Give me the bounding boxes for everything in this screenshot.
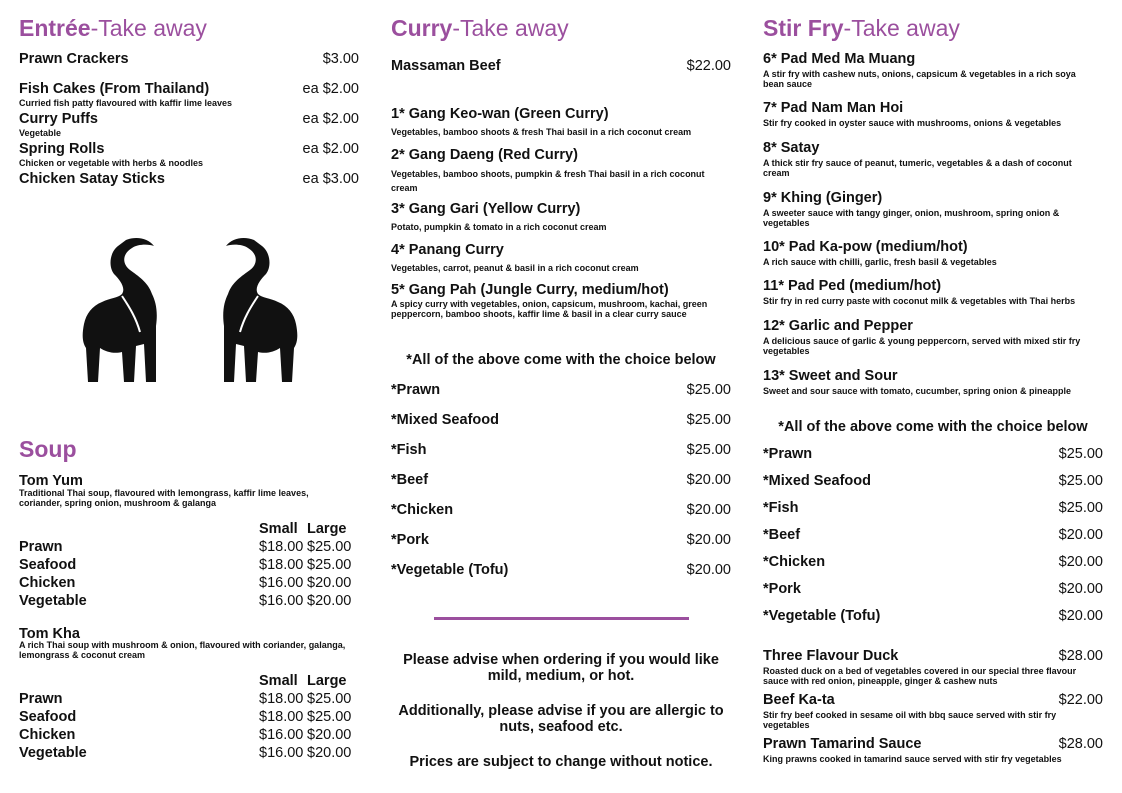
item-name: Spring Rolls [19, 141, 105, 157]
soup-variant: Seafood [19, 709, 77, 725]
choice-price: $20.00 [686, 502, 731, 518]
stirfry-heading [763, 17, 960, 40]
choice-price: $25.00 [1058, 473, 1103, 489]
item-description: A delicious sauce of garlic & young peppercorn, served with mixed stir fry vegetables [763, 336, 1081, 357]
large-price: $25.00 [307, 709, 352, 725]
curry-choice-heading: *All of the above come with the choice below [406, 352, 716, 368]
item-description: Vegetables, bamboo shoots, pumpkin & fresh Thai basil in a rich coconut cream [391, 169, 705, 193]
choice-name: *Mixed Seafood [391, 412, 499, 428]
large-price: $20.00 [307, 727, 352, 743]
item-description: Potato, pumpkin & tomato in a rich coconut cream [391, 222, 607, 232]
curry-title-bold: Curry [391, 15, 453, 41]
item-description: Stir fry beef cooked in sesame oil with bbq sauce served with stir fry vegetables [763, 710, 1057, 731]
soup-variant: Chicken [19, 727, 76, 743]
item-description: Vegetables, carrot, peanut & basil in a rich coconut cream [391, 263, 639, 273]
choice-name: *Mixed Seafood [763, 473, 871, 489]
item-name: 3* Gang Gari (Yellow Curry) [391, 201, 581, 217]
item-price: ea $2.00 [302, 111, 359, 127]
item-name: 12* Garlic and Pepper [763, 318, 913, 334]
stirfry-title-bold: Stir Fry [763, 15, 844, 41]
small-column-label: Small [259, 673, 298, 689]
small-price: $18.00 [259, 709, 304, 725]
choice-price: $20.00 [1058, 608, 1103, 624]
item-description: Stir fry cooked in oyster sauce with mushrooms, onions & vegetables [763, 118, 1062, 128]
item-name: Prawn Crackers [19, 51, 129, 67]
item-description: Curried fish patty flavoured with kaffir lime leaves [19, 98, 233, 108]
item-name: 5* Gang Pah (Jungle Curry, medium/hot) [391, 282, 669, 298]
soup-description: Traditional Thai soup, flavoured with lemongrass, kaffir lime leaves, coriander, spring onion, mushroom & galanga [19, 488, 309, 509]
entree-title-bold: Entrée [19, 15, 91, 41]
choice-name: *Prawn [391, 382, 441, 398]
note-heat-level: Please advise when ordering if you would like mild, medium, or hot. [403, 652, 719, 684]
large-column-label: Large [307, 673, 347, 689]
entree-heading [19, 17, 207, 40]
choice-price: $25.00 [686, 412, 731, 428]
item-name: Beef Ka-ta [763, 692, 835, 708]
item-description: A spicy curry with vegetables, onion, capsicum, mushroom, kachai, green peppercorn, bamboo shoots, kaffir lime & basil in a clear curry sauce [391, 299, 708, 320]
item-name: 10* Pad Ka-pow (medium/hot) [763, 239, 968, 255]
soup-name: Tom Yum [19, 473, 83, 489]
stirfry-choice-heading: *All of the above come with the choice below [778, 419, 1088, 435]
stirfry-title-suffix: -Take away [843, 15, 960, 41]
entree-title-suffix: -Take away [90, 15, 207, 41]
elephant-left-icon [78, 236, 168, 386]
choice-name: *Beef [391, 472, 429, 488]
item-price: $3.00 [322, 51, 359, 67]
item-name: Curry Puffs [19, 111, 98, 127]
choice-price: $25.00 [686, 382, 731, 398]
soup-variant: Seafood [19, 557, 77, 573]
item-price: $28.00 [1058, 736, 1103, 752]
item-price: ea $2.00 [302, 81, 359, 97]
choice-name: *Beef [763, 527, 801, 543]
item-name: 7* Pad Nam Man Hoi [763, 100, 904, 116]
choice-price: $20.00 [686, 532, 731, 548]
choice-price: $25.00 [1058, 446, 1103, 462]
choice-name: *Vegetable (Tofu) [763, 608, 881, 624]
item-name: Fish Cakes (From Thailand) [19, 81, 210, 97]
choice-price: $25.00 [686, 442, 731, 458]
note-prices: Prices are subject to change without notice. [409, 754, 713, 770]
divider-line [434, 617, 689, 620]
choice-name: *Chicken [763, 554, 826, 570]
item-name: 4* Panang Curry [391, 242, 504, 258]
small-price: $18.00 [259, 557, 304, 573]
small-price: $18.00 [259, 691, 304, 707]
small-price: $16.00 [259, 593, 304, 609]
curry-title-suffix: -Take away [452, 15, 569, 41]
large-price: $25.00 [307, 539, 352, 555]
large-price: $20.00 [307, 593, 352, 609]
small-price: $16.00 [259, 745, 304, 761]
large-price: $20.00 [307, 745, 352, 761]
choice-name: *Pork [763, 581, 801, 597]
item-name: 13* Sweet and Sour [763, 368, 898, 384]
choice-name: *Vegetable (Tofu) [391, 562, 509, 578]
item-price: ea $2.00 [302, 141, 359, 157]
large-price: $20.00 [307, 575, 352, 591]
large-price: $25.00 [307, 557, 352, 573]
note-allergy: Additionally, please advise if you are allergic to nuts, seafood etc. [398, 703, 724, 735]
soup-title: Soup [19, 436, 77, 462]
item-description: A thick stir fry sauce of peanut, tumeric, vegetables & a dash of coconut cream [763, 158, 1072, 179]
item-price: $22.00 [1058, 692, 1103, 708]
item-description: A stir fry with cashew nuts, onions, capsicum & vegetables in a rich soya bean sauce [763, 69, 1076, 90]
item-description: Stir fry in red curry paste with coconut milk & vegetables with Thai herbs [763, 296, 1076, 306]
large-column-label: Large [307, 521, 347, 537]
item-description: Roasted duck on a bed of vegetables covered in our special three flavour sauce with red onion, pineapple, ginger & cashew nuts [763, 666, 1077, 687]
small-price: $16.00 [259, 575, 304, 591]
item-description: A sweeter sauce with tangy ginger, onion, mushroom, spring onion & vegetables [763, 208, 1060, 229]
item-name: 2* Gang Daeng (Red Curry) [391, 147, 578, 163]
choice-price: $20.00 [1058, 581, 1103, 597]
item-name: 11* Pad Ped (medium/hot) [763, 278, 942, 294]
choice-price: $25.00 [1058, 500, 1103, 516]
choice-name: *Fish [763, 500, 799, 516]
soup-heading [19, 438, 77, 461]
elephant-right-icon [212, 236, 302, 386]
item-name: Prawn Tamarind Sauce [763, 736, 922, 752]
item-description: Vegetable [19, 128, 62, 138]
soup-variant: Chicken [19, 575, 76, 591]
item-name: Massaman Beef [391, 58, 501, 74]
small-column-label: Small [259, 521, 298, 537]
choice-name: *Pork [391, 532, 429, 548]
small-price: $18.00 [259, 539, 304, 555]
item-price: $28.00 [1058, 648, 1103, 664]
choice-price: $20.00 [1058, 527, 1103, 543]
item-name: Three Flavour Duck [763, 648, 899, 664]
item-description: Sweet and sour sauce with tomato, cucumber, spring onion & pineapple [763, 386, 1072, 396]
item-name: 1* Gang Keo-wan (Green Curry) [391, 106, 609, 122]
item-name: Chicken Satay Sticks [19, 171, 165, 187]
item-name: 9* Khing (Ginger) [763, 190, 883, 206]
choice-name: *Prawn [763, 446, 813, 462]
item-description: King prawns cooked in tamarind sauce served with stir fry vegetables [763, 754, 1062, 764]
item-price: ea $3.00 [302, 171, 359, 187]
item-description: Chicken or vegetable with herbs & noodles [19, 158, 204, 168]
item-description: Vegetables, bamboo shoots & fresh Thai basil in a rich coconut cream [391, 127, 692, 137]
soup-description: A rich Thai soup with mushroom & onion, flavoured with coriander, galanga, lemongrass & coconut cream [19, 640, 346, 661]
soup-variant: Vegetable [19, 593, 87, 609]
soup-name: Tom Kha [19, 626, 80, 642]
choice-name: *Chicken [391, 502, 454, 518]
item-name: 6* Pad Med Ma Muang [763, 51, 916, 67]
soup-variant: Vegetable [19, 745, 87, 761]
large-price: $25.00 [307, 691, 352, 707]
soup-variant: Prawn [19, 539, 63, 555]
curry-heading [391, 17, 569, 40]
choice-price: $20.00 [686, 472, 731, 488]
item-description: A rich sauce with chilli, garlic, fresh basil & vegetables [763, 257, 997, 267]
choice-price: $20.00 [686, 562, 731, 578]
small-price: $16.00 [259, 727, 304, 743]
item-price: $22.00 [686, 58, 731, 74]
choice-name: *Fish [391, 442, 427, 458]
item-name: 8* Satay [763, 140, 820, 156]
soup-variant: Prawn [19, 691, 63, 707]
choice-price: $20.00 [1058, 554, 1103, 570]
